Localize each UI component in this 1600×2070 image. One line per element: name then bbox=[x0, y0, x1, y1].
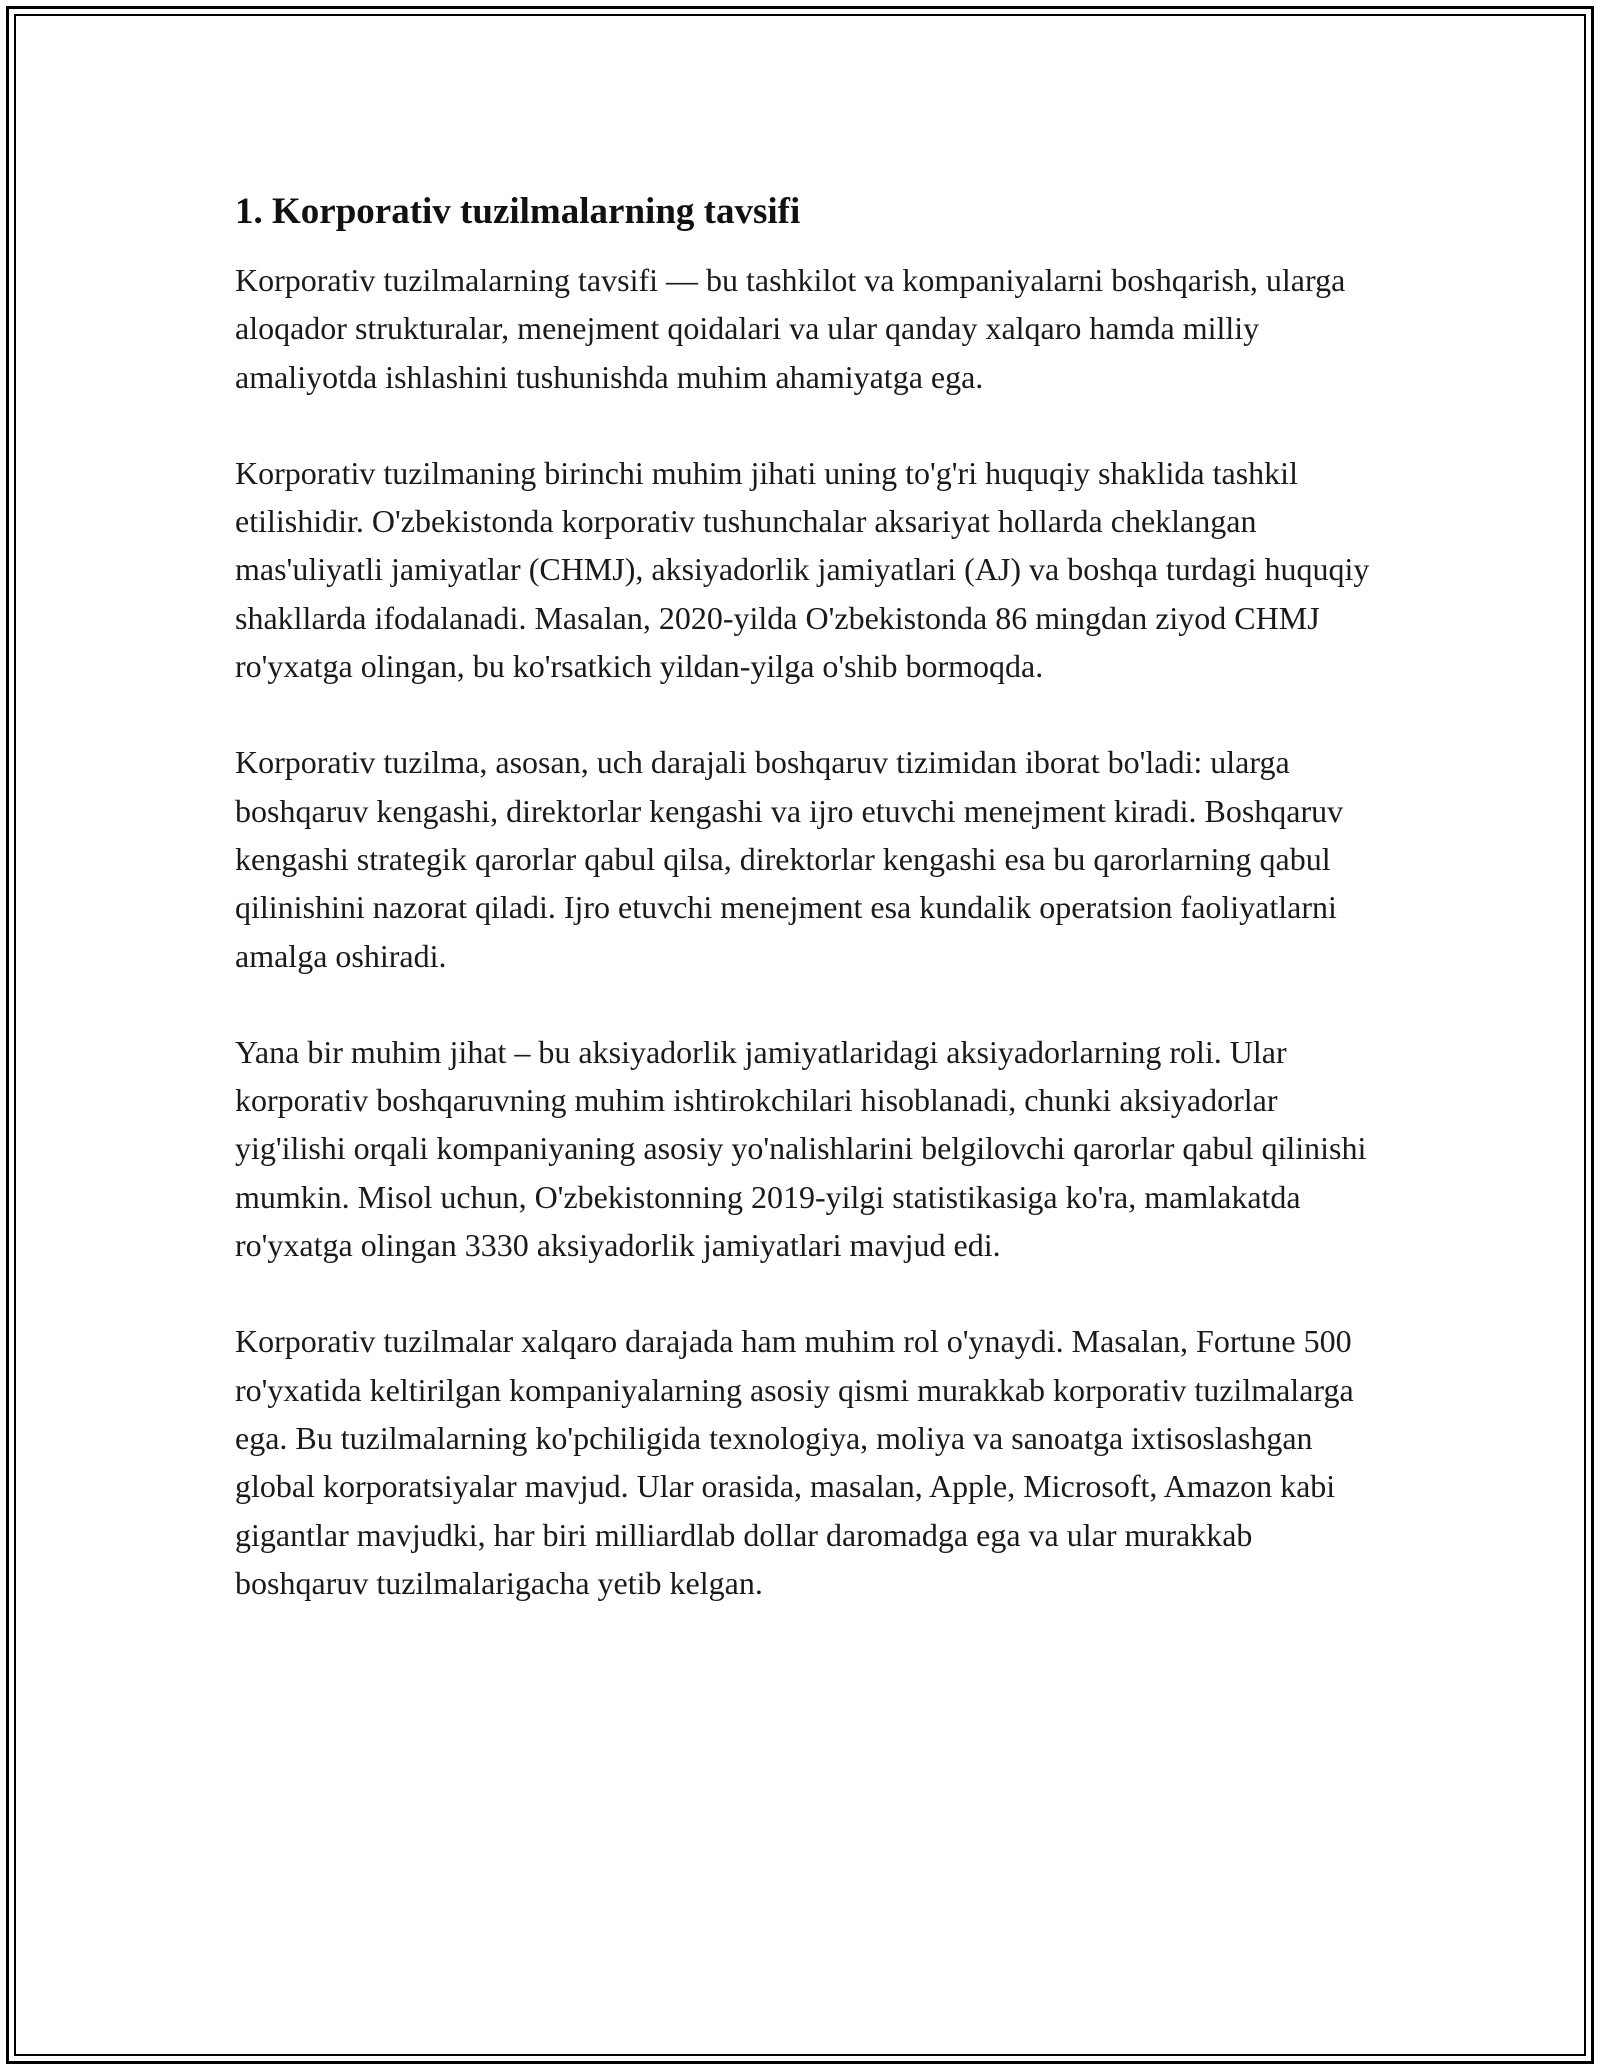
paragraph-international: Korporativ tuzilmalar xalqaro darajada ham muhim rol o'ynaydi. Masalan, Fortune 500 ro'yxatida keltirilgan kompaniyalarning asosiy qismi murakkab korporativ tuzilmalarga ega. Bu tuzilmalarning ko'pchiligida texnologiya, moliya va sanoatga ixtisoslashgan global korporatsiyalar mavjud. Ular orasida, masalan, Apple, Microsoft, Amazon kabi gigantlar mavjudki, har biri milliardlab dollar daromadga ega va ular murakkab boshqaruv tuzilmalarigacha yetib kelgan. bbox=[235, 1323, 1354, 1601]
section-heading: 1. Korporativ tuzilmalarning tavsifi bbox=[235, 191, 801, 232]
paragraph-governance-levels: Korporativ tuzilma, asosan, uch darajali boshqaruv tizimidan iborat bo'ladi: ularga boshqaruv kengashi, direktorlar kengashi va ijro etuvchi menejment kiradi. Boshqaruv kengashi strategik qarorlar qabul qilsa, direktorlar kengashi esa bu qarorlarning qabul qilinishini nazorat qiladi. Ijro etuvchi menejment esa kundalik operatsion faoliyatlarni amalga oshiradi. bbox=[235, 744, 1344, 974]
document-body bbox=[235, 188, 1385, 1607]
paragraph-intro: Korporativ tuzilmalarning tavsifi — bu tashkilot va kompaniyalarni boshqarish, ularga aloqador strukturalar, menejment qoidalari va ular qanday xalqaro hamda milliy amaliyotda ishlashini tushunishda muhim ahamiyatga ega. bbox=[235, 262, 1346, 395]
paragraph-shareholders: Yana bir muhim jihat – bu aksiyadorlik jamiyatlaridagi aksiyadorlarning roli. Ular korporativ boshqaruvning muhim ishtirokchilari hisoblanadi, chunki aksiyadorlar yig'ilishi orqali kompaniyaning asosiy yo'nalishlarini belgilovchi qarorlar qabul qilinishi mumkin. Misol uchun, O'zbekistonning 2019-yilgi statistikasiga ko'ra, mamlakatda ro'yxatga olingan 3330 aksiyadorlik jamiyatlari mavjud edi. bbox=[235, 1033, 1367, 1264]
paragraph-legal-form: Korporativ tuzilmaning birinchi muhim jihati uning to'g'ri huquqiy shaklida tashkil etilishidir. O'zbekistonda korporativ tushunchalar aksariyat hollarda cheklangan mas'uliyatli jamiyatlar (CHMJ), aksiyadorlik jamiyatlari (AJ) va boshqa turdagi huquqiy shakllarda ifodalanadi. Masalan, 2020-yilda O'zbekistonda 86 mingdan ziyod CHMJ ro'yxatga olingan, bu ko'rsatkich yildan-yilga o'shib bormoqda. bbox=[235, 454, 1370, 685]
